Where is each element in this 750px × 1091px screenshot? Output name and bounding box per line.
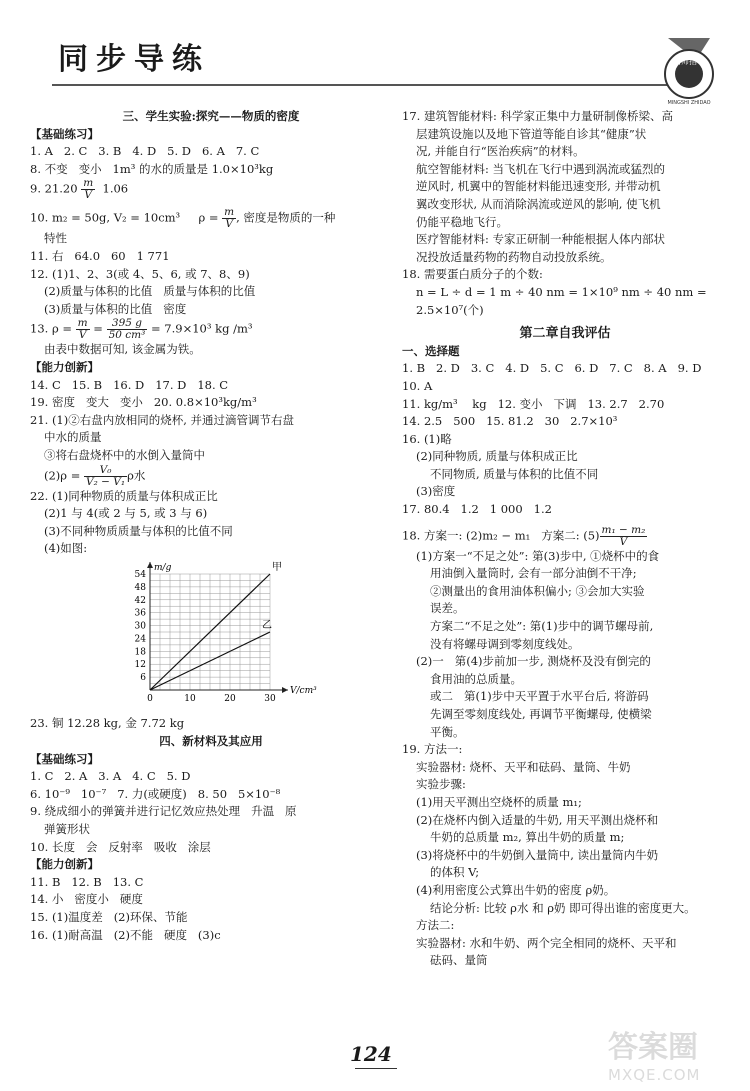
series-label: 甲 [272, 561, 282, 573]
section-4-title: 四、新材料及其应用 [159, 734, 263, 749]
answer-line: 6. 10⁻⁹ 10⁻⁷ 7. 力(或硬度) 8. 50 5×10⁻⁸ [30, 786, 281, 801]
answer-line: (1)方案一“不足之处”: 第(3)步中, ①烧杯中的食 [416, 548, 660, 563]
answer-line: 2.5×10⁷(个) [416, 302, 484, 317]
choice-section-title: 一、选择题 [402, 343, 460, 358]
y-tick-label: 30 [134, 621, 146, 632]
y-tick-label: 6 [140, 672, 146, 683]
answer-line: 医疗智能材料: 专家正研制一种能根据人体内部状 [416, 232, 666, 247]
answer-line: 10. 长度 会 反射率 吸收 涂层 [30, 839, 211, 854]
answer-line: 14. 小 密度小 硬度 [30, 892, 143, 907]
left-column [30, 108, 392, 944]
answer-line: 用油倒入量筒时, 会有一部分油倒不干净; [430, 566, 637, 581]
y-tick-label: 18 [134, 647, 146, 658]
answer-line: 结论分析: 比较 ρ水 和 ρ奶 即可得出谁的密度更大。 [430, 900, 696, 915]
answer-line: 实验步骤: [416, 777, 466, 792]
mingshi-zhidao-logo [650, 30, 728, 108]
answer-line: (3)将烧杯中的牛奶倒入量筒中, 读出量筒内牛奶 [416, 847, 659, 862]
answer-line: (2)质量与体积的比值 质量与体积的比值 [44, 284, 256, 299]
answer-line: 食用油的总质量。 [430, 671, 522, 686]
answer-line: 航空智能材料: 当飞机在飞行中遇到涡流或猛烈的 [416, 161, 666, 176]
answer-line: (2)1 与 4(或 2 与 5, 或 3 与 6) [44, 506, 208, 521]
page-header-title: 同步导练 [58, 42, 210, 77]
fraction: $\frac{m}{V}$ [83, 177, 94, 202]
answer-line: 19. 方法一: [402, 742, 463, 757]
answer-line: ②测量出的食用油体积偏小; ③会加大实验 [430, 583, 645, 598]
answer-line: 先调至零刻度线处, 再调节平衡螺母, 使横梁 [430, 707, 652, 721]
answer-line: 17. 建筑智能材料: 科学家正集中力量研制像桥梁、高 [402, 109, 673, 123]
watermark [608, 1022, 738, 1082]
y-tick-label: 36 [134, 608, 146, 619]
y-tick-label: 24 [134, 634, 146, 645]
x-axis-arrow [282, 687, 288, 693]
answer-line: 10. A [402, 378, 433, 393]
answer-line: 1. C 2. A 3. A 4. C 5. D [30, 769, 191, 784]
answer-line: 弹簧形状 [44, 822, 90, 837]
answer-line: 的体积 V; [430, 865, 480, 880]
y-tick-label: 54 [134, 569, 146, 580]
answer-line: 逆风时, 机翼中的智能材料能迅速变形, 并带动机 [416, 179, 661, 194]
answer-line: 方案二“不足之处”: 第(1)步中的调节螺母前, [430, 619, 654, 634]
fraction: $\frac{m}{V}$ [224, 206, 235, 231]
fraction: $\frac{\text{V₀}}{\text{V₂ − V₁}}$ [86, 463, 126, 488]
answer-line-10: 10. m₂ = 50g, V₂ = 10cm³ ρ = $\frac{m}{V}$ , 密度是物质的一种 [30, 206, 336, 231]
answer-line: n = L ÷ d = 1 m ÷ 40 nm = 1×10⁹ nm ÷ 40 nm = [416, 284, 707, 299]
logo-text: 名师指导 [673, 57, 705, 66]
basic-practice-tag: 【基础练习】 [30, 751, 99, 766]
page-number-rule [355, 1068, 397, 1069]
header-rule [52, 84, 670, 86]
answer-line: (3)质量与体积的比值 密度 [44, 301, 187, 316]
x-tick-label: 30 [264, 693, 276, 704]
answer-line: 11. kg/m³ kg 12. 变小 下调 13. 2.7 2.70 [402, 396, 665, 411]
answer-line: 18. 需要蛋白质分子的个数: [402, 267, 543, 282]
watermark-url: MXQE.COM [608, 1066, 701, 1084]
answer-line: 12. (1)1、2、3(或 4、5、6, 或 7、8、9) [30, 266, 250, 281]
y-tick-label: 12 [134, 660, 146, 671]
x-axis-label: V/cm³ [290, 685, 317, 696]
answer-line: ③将右盘烧杯中的水倒入量筒中 [44, 447, 205, 462]
answer-line: 22. (1)同种物质的质量与体积成正比 [30, 488, 218, 503]
answer-line: 仍能平稳地飞行。 [416, 214, 508, 229]
answer-line: 实验器材: 水和牛奶、两个完全相同的烧杯、天平和 [416, 935, 677, 950]
logo-subtext: MINGSHI ZHIDAO [667, 100, 711, 106]
series-label: 乙 [262, 619, 272, 631]
ability-tag: 【能力创新】 [30, 359, 99, 374]
answer-line: 11. 右 64.0 60 1 771 [30, 248, 170, 263]
answer-line: 16. (1)略 [402, 431, 452, 446]
answer-line: 没有将螺母调到零刻度线处。 [430, 636, 580, 651]
y-axis-arrow [147, 562, 153, 568]
answer-line: 14. 2.5 500 15. 81.2 30 2.7×10³ [402, 414, 618, 429]
answer-line: (4)如图: [44, 541, 88, 556]
basic-practice-tag: 【基础练习】 [30, 126, 99, 141]
answer-line: 1. A 2. C 3. B 4. D 5. D 6. A 7. C [30, 144, 260, 159]
answer-line: 23. 铜 12.28 kg, 金 7.72 kg [30, 716, 185, 731]
answer-line-13: 13. ρ = $\frac{m}{V}$ = $\frac{395 g}{\text{50 cm³}}$ = 7.9×10³ kg /m³ [30, 317, 253, 342]
answer-line: (2)同种物质, 质量与体积成正比 [416, 449, 578, 464]
x-tick-label: 0 [147, 693, 153, 704]
fraction: $\frac{\text{m₁ − m₂}}{V}$ [601, 523, 646, 548]
y-tick-label: 48 [134, 582, 146, 593]
page-number: 124 [350, 1042, 392, 1066]
answer-line: 11. B 12. B 13. C [30, 874, 144, 889]
mass-volume-graph [120, 558, 320, 710]
x-tick-label: 10 [184, 693, 196, 704]
answer-line: 层建筑设施以及地下管道等能自诊其“健康”状 [416, 126, 647, 141]
answer-line-9: 9. 21.20 $\frac{m}{V}$ 1.06 [30, 177, 129, 202]
answer-line: 14. C 15. B 16. D 17. D 18. C [30, 377, 229, 392]
x-tick-label: 20 [224, 693, 236, 704]
answer-line: 翼改变形状, 从而消除涡流或逆风的影响, 使飞机 [416, 196, 661, 211]
answer-line: 由表中数据可知, 该金属为铁。 [44, 342, 201, 357]
answer-line: 19. 密度 变大 变小 20. 0.8×10³kg/m³ [30, 395, 257, 410]
answer-line: 16. (1)耐高温 (2)不能 硬度 (3)c [30, 927, 221, 942]
answer-line: 17. 80.4 1.2 1 000 1.2 [402, 502, 552, 517]
answer-line: (3)不同种物质质量与体积的比值不同 [44, 523, 233, 538]
answer-line-18: 18. 方案一: (2)m₂ − m₁ 方案二: (5) $\frac{\text{m₁ − m₂}}{V}$ [402, 523, 646, 548]
answer-line: 牛奶的总质量 m₂, 算出牛奶的质量 m; [430, 830, 625, 845]
right-column [402, 108, 728, 970]
answer-line: 8. 不变 变小 1m³ 的水的质量是 1.0×10³kg [30, 161, 274, 176]
answer-line: (4)利用密度公式算出牛奶的密度 ρ奶。 [416, 882, 616, 897]
answer-line: (3)密度 [416, 484, 456, 499]
answer-line: 砝码、量筒 [430, 953, 488, 968]
answer-line: (2)一 第(4)步前加一步, 测烧杯及没有倒完的 [416, 654, 651, 669]
chapter-2-title: 第二章自我评估 [519, 326, 611, 342]
answer-line: 21. (1)②右盘内放相同的烧杯, 并通过滴管调节右盘 [30, 412, 295, 427]
answer-line: 况, 并能自行“医治疾病”的材料。 [416, 144, 585, 159]
answer-line: 1. B 2. D 3. C 4. D 5. C 6. D 7. C 8. A 9. D [402, 361, 702, 376]
answer-line-21-2: (2)ρ = $\frac{\text{V₀}}{\text{V₂ − V₁}}$ ρ水 [44, 463, 146, 488]
answer-line: 平衡。 [430, 724, 465, 739]
answer-line: 方法二: [416, 918, 455, 933]
fraction: $\frac{395 g}{\text{50 cm³}}$ [108, 317, 146, 342]
y-axis-label: m/g [154, 562, 172, 573]
y-tick-label: 42 [134, 595, 146, 606]
answer-line: 误差。 [430, 601, 465, 616]
watermark-title: 答案圈 [608, 1030, 698, 1065]
answer-line: 或二 第(1)步中天平置于水平台后, 将游码 [430, 689, 649, 704]
answer-line: 况投放适量药物的药物自动投放系统。 [416, 249, 612, 264]
answer-line: 中水的质量 [44, 430, 102, 445]
answer-line: 9. 绕成细小的弹簧并进行记忆效应热处理 升温 原 [30, 804, 297, 819]
section-3-title: 三、学生实验:探究——物质的密度 [122, 109, 300, 123]
answer-line: (2)在烧杯内倒入适量的牛奶, 用天平测出烧杯和 [416, 812, 659, 827]
answer-line: 不同物质, 质量与体积的比值不同 [430, 466, 599, 481]
answer-line: 实验器材: 烧杯、天平和砝码、量筒、牛奶 [416, 759, 631, 774]
ability-tag: 【能力创新】 [30, 857, 99, 872]
answer-line: 15. (1)温度差 (2)环保、节能 [30, 910, 188, 924]
fraction: $\frac{m}{V}$ [77, 317, 88, 342]
answer-line: (1)用天平测出空烧杯的质量 m₁; [416, 794, 582, 809]
answer-line: 特性 [44, 231, 67, 246]
